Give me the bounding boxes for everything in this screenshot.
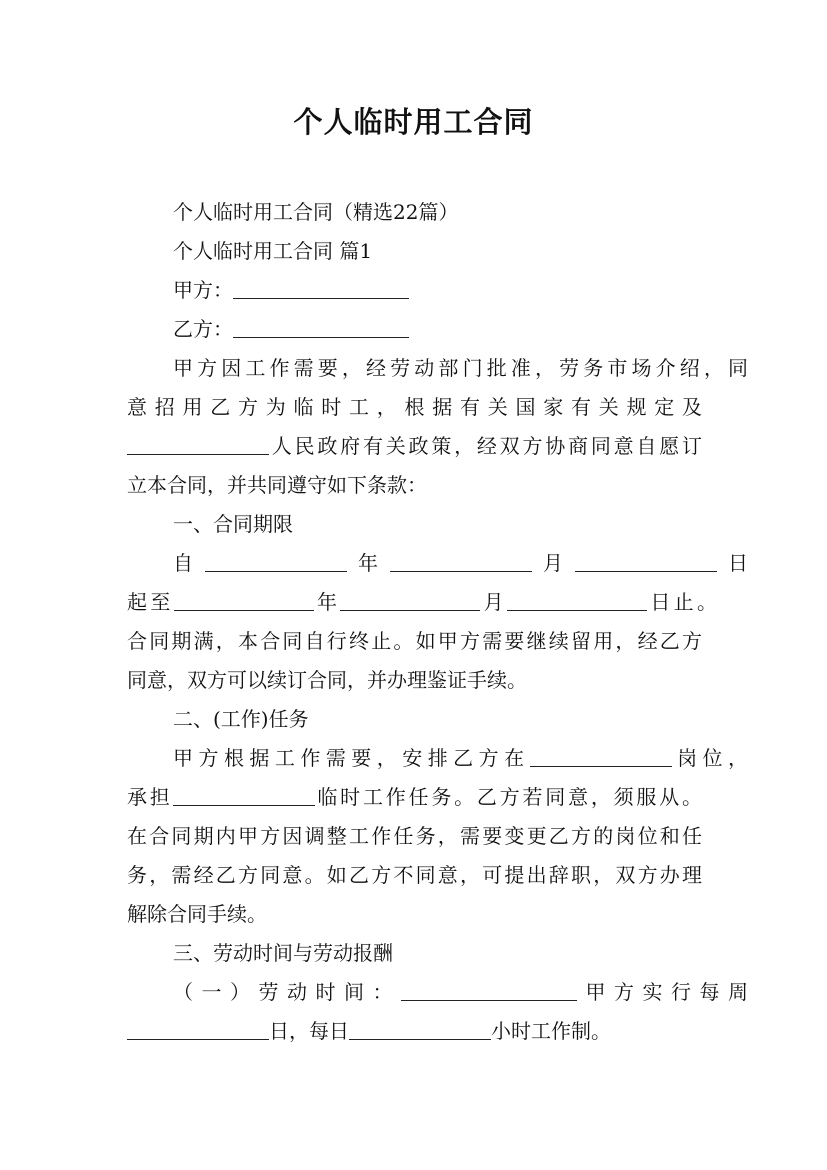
- party-a-blank[interactable]: [233, 280, 409, 299]
- month-label: 月: [531, 551, 575, 575]
- section-2-line-2: [127, 783, 702, 811]
- from-label: 自: [173, 551, 205, 575]
- section-2-heading: 二、(工作)任务: [173, 707, 309, 731]
- start-month-blank[interactable]: [390, 553, 532, 572]
- section-1-heading: 一、合同期限: [173, 512, 293, 536]
- intro-line-4: 立本合同，并共同遵守如下条款：: [127, 473, 427, 497]
- section-2-line-3: 在合同期内甲方因调整工作任务，需要变更乙方的岗位和任: [127, 824, 702, 848]
- section-2-line-1: [127, 744, 748, 772]
- daily-label: 日，每日: [269, 1019, 349, 1043]
- section-2-line-4: 务，需经乙方同意。如乙方不同意，可提出辞职，双方办理: [127, 863, 702, 887]
- days-per-week-blank[interactable]: [127, 1021, 269, 1040]
- party-a-label: 甲方：: [173, 278, 233, 302]
- end-month-blank[interactable]: [340, 592, 480, 611]
- hours-per-day-blank[interactable]: [349, 1021, 491, 1040]
- hours-label: 小时工作制。: [491, 1019, 611, 1043]
- section-2-line-2-text: 临时工作任务。乙方若同意，须服从。: [314, 785, 703, 809]
- document-title: 个人临时用工合同: [293, 105, 534, 139]
- end-month-label: 月: [480, 590, 508, 614]
- section-3-heading: 三、劳动时间与劳动报酬: [173, 941, 393, 965]
- year-label: 年: [346, 551, 390, 575]
- party-b-blank[interactable]: [233, 319, 409, 338]
- intro-line-1: 甲方因工作需要，经劳动部门批准，劳务市场介绍，同: [173, 356, 748, 380]
- section-2-line-1-text: 甲方根据工作需要，安排乙方在: [173, 746, 530, 770]
- position-label: 岗位，: [671, 746, 749, 770]
- section-1-line-3: 合同期满，本合同自行终止。如甲方需要继续留用，经乙方: [127, 629, 702, 653]
- section-1-line-4: 同意，双方可以续订合同，并办理鉴证手续。: [127, 668, 527, 692]
- weekly-label: 甲方实行每周: [577, 980, 748, 1004]
- start-year-blank[interactable]: [205, 553, 347, 572]
- undertake-label: 承担: [127, 785, 173, 809]
- end-year-label: 年: [313, 590, 341, 614]
- end-day-blank[interactable]: [507, 592, 647, 611]
- intro-line-3-text: 人民政府有关政策，经双方协商同意自愿订: [269, 434, 702, 458]
- end-year-blank[interactable]: [174, 592, 314, 611]
- section-2-line-5: 解除合同手续。: [127, 902, 267, 926]
- work-time-blank[interactable]: [401, 982, 577, 1001]
- government-blank[interactable]: [127, 436, 269, 455]
- position-blank[interactable]: [530, 748, 672, 767]
- subtitle: 个人临时用工合同（精选22篇）: [173, 200, 459, 224]
- until-label: 起至: [127, 590, 174, 614]
- part-heading: 个人临时用工合同 篇1: [173, 239, 373, 263]
- task-blank[interactable]: [173, 787, 315, 806]
- intro-line-3: [127, 432, 702, 460]
- contract-start-line: [127, 549, 748, 577]
- section-3-line-1: [127, 978, 748, 1006]
- day-label: 日: [716, 551, 748, 575]
- start-day-blank[interactable]: [575, 553, 717, 572]
- section-3-line-2: [127, 1017, 702, 1045]
- party-b-line: [127, 315, 748, 343]
- contract-end-line: [127, 588, 717, 616]
- party-a-line: [127, 276, 748, 304]
- end-day-label: 日止。: [647, 590, 718, 614]
- work-time-label: （一）劳动时间：: [173, 980, 401, 1004]
- party-b-label: 乙方：: [173, 317, 233, 341]
- intro-line-2: 意招用乙方为临时工，根据有关国家有关规定及: [127, 395, 702, 419]
